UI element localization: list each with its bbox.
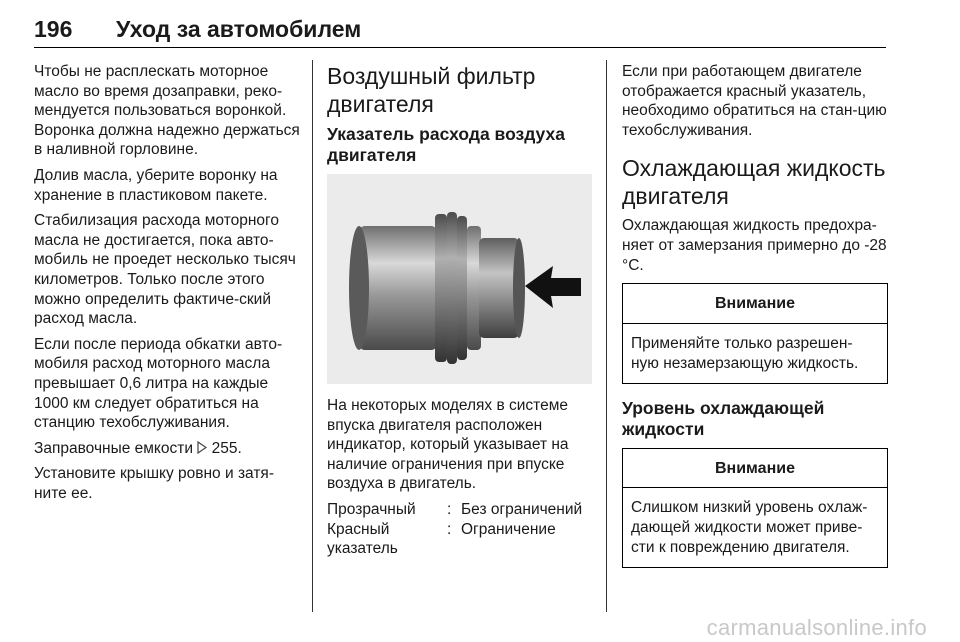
page-header (34, 14, 886, 48)
definition-separator: : (447, 520, 452, 538)
paragraph: Если после периода обкатки авто-мобиля расход моторного масла превышает 0,6 литра на каждые 1000 км следует обратиться на станцию техобслуживания. (34, 335, 283, 432)
right-column (622, 62, 888, 582)
section-heading: Воздушный фильтр двигателя (327, 63, 536, 117)
page-reference-arrow-icon[interactable] (197, 441, 207, 454)
paragraph-capacities-ref (34, 439, 302, 459)
column-divider (606, 60, 607, 612)
paragraph-text: Заправочные емкости (34, 439, 194, 457)
air-filter-indicator-illustration (327, 174, 592, 384)
subsection-heading: Уровень охлаждающей жидкости (622, 397, 825, 439)
paragraph: Охлаждающая жидкость предохра-няет от замерзания примерно до -28 °C. (622, 217, 887, 274)
section-heading: Охлаждающая жидкость двигателя (622, 155, 886, 210)
definition-term: Прозрачный (327, 500, 416, 518)
subsection-heading: Указатель расхода воздуха двигателя (327, 124, 565, 165)
paragraph: Долив масла, уберите воронку на хранение в пластиковом пакете. (34, 166, 278, 204)
left-column (34, 62, 302, 509)
notice-body: Применяйте только разрешен-ную незамерзающую жидкость. (631, 334, 859, 372)
paragraph: Установите крышку ровно и затя-ните ее. (34, 465, 274, 502)
definition-separator: : (447, 500, 452, 518)
paragraph: Если при работающем двигателе отображается красный указатель, необходимо обратиться на стан-цию техобслуживания. (622, 63, 887, 139)
watermark: carmanualsonline.info (706, 615, 927, 640)
page-reference-link[interactable]: 255. (211, 439, 242, 457)
page-number: 196 (34, 16, 73, 42)
notice-title: Внимание (623, 449, 887, 489)
notice-box (622, 448, 888, 569)
definition-description: Ограничение (461, 520, 556, 538)
notice-box (622, 283, 888, 384)
definition-description: Без ограничений (461, 500, 583, 518)
paragraph: На некоторых моделях в системе впуска двигателя расположен индикатор, который указывает на наличие ограничения при впуске воздуха в двигатель. (327, 397, 569, 493)
column-divider (312, 60, 313, 612)
notice-title: Внимание (623, 284, 887, 324)
definition-term: Красный указатель (327, 520, 398, 558)
middle-column (327, 62, 597, 559)
page-title: Уход за автомобилем (116, 16, 362, 42)
notice-body: Слишком низкий уровень охлаж-дающей жидкости может приве-сти к повреждению двигателя. (631, 499, 868, 557)
paragraph: Стабилизация расхода моторного масла не достигается, пока авто-мобиль не проедет несколько тысяч километров. Только после этого можно определить фактиче-ский расход масла. (34, 212, 296, 328)
paragraph: Чтобы не расплескать моторное масло во время дозаправки, реко-мендуется пользоваться воронкой. Воронка должна надежно держаться в наливной горловине. (34, 63, 300, 159)
indicator-definitions (327, 500, 597, 559)
